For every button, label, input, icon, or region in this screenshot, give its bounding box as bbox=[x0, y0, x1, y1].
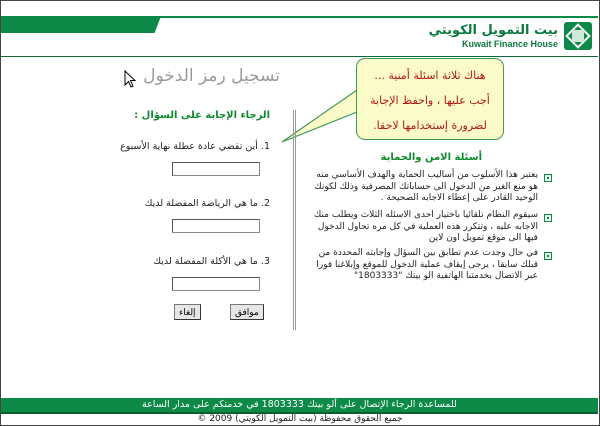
kfh-emblem-icon bbox=[564, 22, 592, 50]
tooltip-line: هناك ثلاثة اسئلة أمنية ... bbox=[374, 69, 486, 82]
form-instruction: الرجاء الإجابة على السؤال : bbox=[134, 110, 270, 121]
mouse-cursor-icon bbox=[124, 70, 138, 90]
security-info-paragraph: سيقوم النظام تلقائيا باختيار احدى الاسئله الثلاث ويطلب منك الاجابه عليه ، وتتكرر هذه العملية في كل مره تحاول الدخول فيها الى موقع تمويل اون لاين bbox=[313, 210, 538, 243]
kfh-logo bbox=[429, 20, 592, 52]
logo-english-name: Kuwait Finance House bbox=[461, 38, 558, 49]
ok-button[interactable]: موافق bbox=[230, 304, 264, 320]
copyright-notice: جميع الحقوق محفوظة (بيت التمويل الكويتي) 2009 © bbox=[197, 414, 403, 424]
vertical-divider bbox=[293, 110, 296, 330]
question-1-answer-input[interactable] bbox=[172, 162, 260, 176]
security-section-title: أسئلة الامن والحماية bbox=[380, 152, 482, 163]
callout-pointer bbox=[280, 90, 360, 150]
tooltip-line: أجب عليها ، واحفظ الإجابة bbox=[370, 94, 490, 107]
logo-arabic-name: بيت التمويل الكويتي bbox=[428, 22, 558, 38]
question-3-label: 3. ما هي الأكلة المفضلة لديك bbox=[153, 256, 270, 267]
security-tooltip bbox=[356, 58, 504, 140]
bullet-icon bbox=[544, 174, 552, 182]
page-title: تسجيل رمز الدخول bbox=[143, 66, 280, 86]
footer-help-bar: للمساعدة الرجاء الإتصال على ألو بيتك 1803333 في خدمتكم على مدار الساعة bbox=[1, 398, 598, 412]
question-3-answer-input[interactable] bbox=[172, 277, 260, 291]
cancel-button[interactable]: إلغاء bbox=[174, 304, 201, 320]
bullet-icon bbox=[544, 252, 552, 260]
question-2-label: 2. ما هي الرياضة المفضلة لديك bbox=[144, 198, 270, 209]
question-1-label: 1. أين تقضي عادة عطلة نهاية الأسبوع bbox=[120, 141, 270, 152]
security-info-paragraph: في حال وجدت عدم تطابق بين السؤال وإجابته المحددة من قبلك سابقا ، يرجى إيقاف عملية الدخول للموقع وإبلاغنا فورا عبر الاتصال بخدمتنا الهاتفية الو بيتك "1803333" bbox=[316, 248, 538, 281]
header-tab-decoration bbox=[1, 16, 161, 33]
bullet-icon bbox=[544, 214, 552, 222]
logo-text bbox=[429, 24, 558, 49]
security-info-paragraph: يعتبر هذا الأسلوب من أساليب الحماية والهدف الأساسي منه هو منع الغير من الدخول الى حساباتك المصرفية وذلك لكونك الوحيد القادر على إعطاء الاجابه الصحيحة . bbox=[314, 170, 538, 203]
header-divider bbox=[1, 56, 598, 57]
question-2-answer-input[interactable] bbox=[172, 219, 260, 233]
tooltip-line: لضرورة إستخدامها لاحقا. bbox=[373, 119, 487, 132]
